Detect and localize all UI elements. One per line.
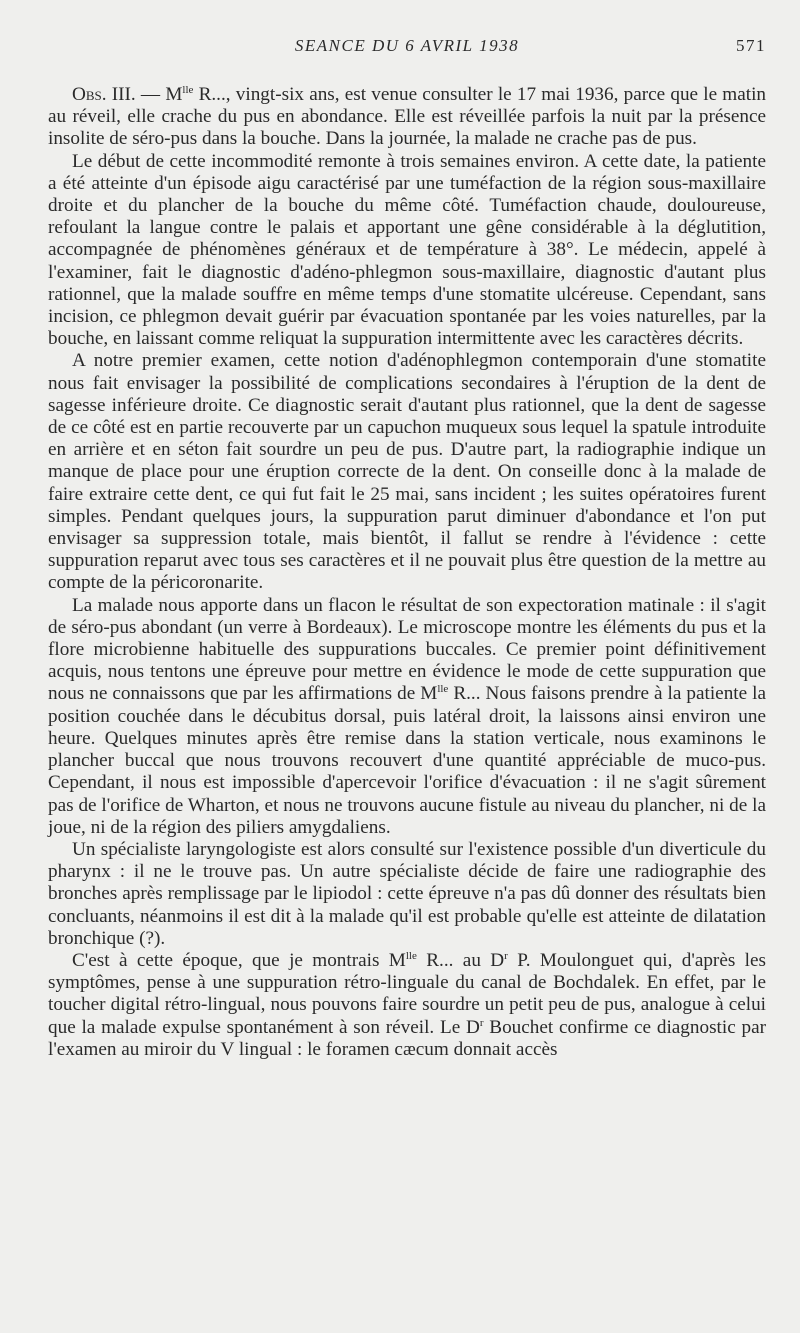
text-run: R..., vingt-six ans, est venue consulter le 17 mai 1936, parce que le matin au réveil, elle crache du pus en abondance. Elle est réveillée parfois la nuit par la présence insolite de séro-pus dans la bouche. Dans la journée, la malade ne crache pas de pus. bbox=[48, 84, 766, 150]
text-run: Un spécialiste laryngologiste est alors consulté sur l'existence possible d'un diverticule du pharynx : il ne le trouve pas. Un autre spécialiste décide de faire une radiographie des bronches après remplissage par le lipiodol : cette épreuve n'a pas dû donner des résultats bien concluants, néanmoins il est dit à la malade qu'il est probable qu'elle est atteinte de dilatation bronchique (?). bbox=[48, 838, 766, 949]
text-run: Le début de cette incommodité remonte à trois semaines environ. A cette date, la patiente a été atteinte d'un épisode aigu caractérisé par une tuméfaction de la région sous-maxillaire droite et du plancher de la bouche du même côté. Tuméfaction chaude, douloureuse, refoulant la langue contre le palais et apportant une gêne considérable à la déglutition, accompagnée de phénomènes généraux et de température à 38°. Le médecin, appelé à l'examiner, fait le diagnostic d'adéno-phlegmon sous-maxillaire, diagnostic d'autant plus rationnel, que la malade souffre en même temps d'une stomatite ulcéreuse. Cependant, sans incision, ce phlegmon devait guérir par évacuation spontanée par les voies naturelles, par la bouche, en laissant comme reliquat la suppuration intermittente avec les caractères décrits. bbox=[48, 150, 766, 350]
page-number: 571 bbox=[736, 36, 766, 55]
paragraph-expectoration bbox=[48, 595, 766, 839]
superscript: r bbox=[504, 949, 508, 962]
text-run: A notre premier examen, cette notion d'adénophlegmon contemporain d'une stomatite nous fait envisager la possibilité de complications secondaires à l'éruption de la dent de sagesse inférieure droite. Ce diagnostic serait d'autant plus rationnel, que la dent de sagesse de ce côté est en partie recouverte par un capuchon muqueux sous lequel la spatule introduite en arrière et en séton fait sourdre un peu de pus. D'autre part, la radiographie indique un manque de place pour une éruption correcte de la dent. On conseille donc à la malade de faire extraire cette dent, ce qui fut fait le 25 mai, sans incident ; les suites opératoires furent simples. Pendant quelques jours, la suppuration parut diminuer d'abondance et l'on put envisager sa suppression totale, mais bientôt, il fallut se rendre à l'évidence : cette suppuration reparut avec tous ses caractères et il ne pouvait plus être question de la mettre au compte de la péricoronarite. bbox=[48, 350, 766, 594]
paragraph-specialists bbox=[48, 839, 766, 950]
superscript: r bbox=[479, 1016, 484, 1029]
text-run: — M bbox=[135, 84, 183, 105]
superscript: lle bbox=[405, 949, 417, 962]
running-header bbox=[48, 36, 766, 62]
paragraph-first-exam bbox=[48, 350, 766, 594]
text-run: R... au D bbox=[416, 949, 505, 971]
observation-label: Obs. III. bbox=[72, 84, 136, 105]
text-run: C'est à cette époque, que je montrais M bbox=[72, 949, 406, 971]
body-text bbox=[48, 84, 766, 1061]
superscript: lle bbox=[437, 683, 449, 696]
paragraph-diagnosis bbox=[48, 950, 766, 1061]
superscript: lle bbox=[182, 84, 194, 96]
text-run: P. Moulonguet qui, d'après les symptômes, pense à une suppuration rétro-linguale du canal de Bochdalek. En effet, par le toucher digital rétro-lingual, nous pouvons faire sourdre un petit peu de pus, analogue à celui que la malade expulse spontanément à son réveil. Le D bbox=[48, 949, 766, 1038]
text-run: R... Nous faisons prendre à la patiente la position couchée dans le décubitus dorsal, puis latéral droit, la laissons ainsi environ une heure. Quelques minutes après être remise dans la station verticale, nous examinons le plancher buccal que nous trouvons recouvert d'une quantité appréciable de muco-pus. Cependant, il nous est impossible d'apercevoir l'orifice d'évacuation : il ne s'agit sûrement pas de l'orifice de Wharton, et nous ne trouvons aucune fistule au niveau du plancher, ni de la joue, ni de la région des piliers amygdaliens. bbox=[48, 683, 766, 838]
text-run: Bouchet confirme ce diagnostic par l'examen au miroir du V lingual : le foramen cæcum donnait accès bbox=[48, 1016, 766, 1060]
paragraph-onset bbox=[48, 151, 766, 351]
paragraph-obs-iii bbox=[48, 84, 766, 151]
text-run: La malade nous apporte dans un flacon le résultat de son expectoration matinale : il s'agit de séro-pus abondant (un verre à Bordeaux). Le microscope montre les éléments du pus et la flore microbienne habituelle des suppurations buccales. Ce premier point définitivement acquis, nous tentons une épreuve pour mettre en évidence le mode de cette suppuration que nous ne connaissons que par les affirmations de M bbox=[48, 594, 766, 705]
running-title: SEANCE DU 6 AVRIL 1938 bbox=[294, 36, 520, 55]
